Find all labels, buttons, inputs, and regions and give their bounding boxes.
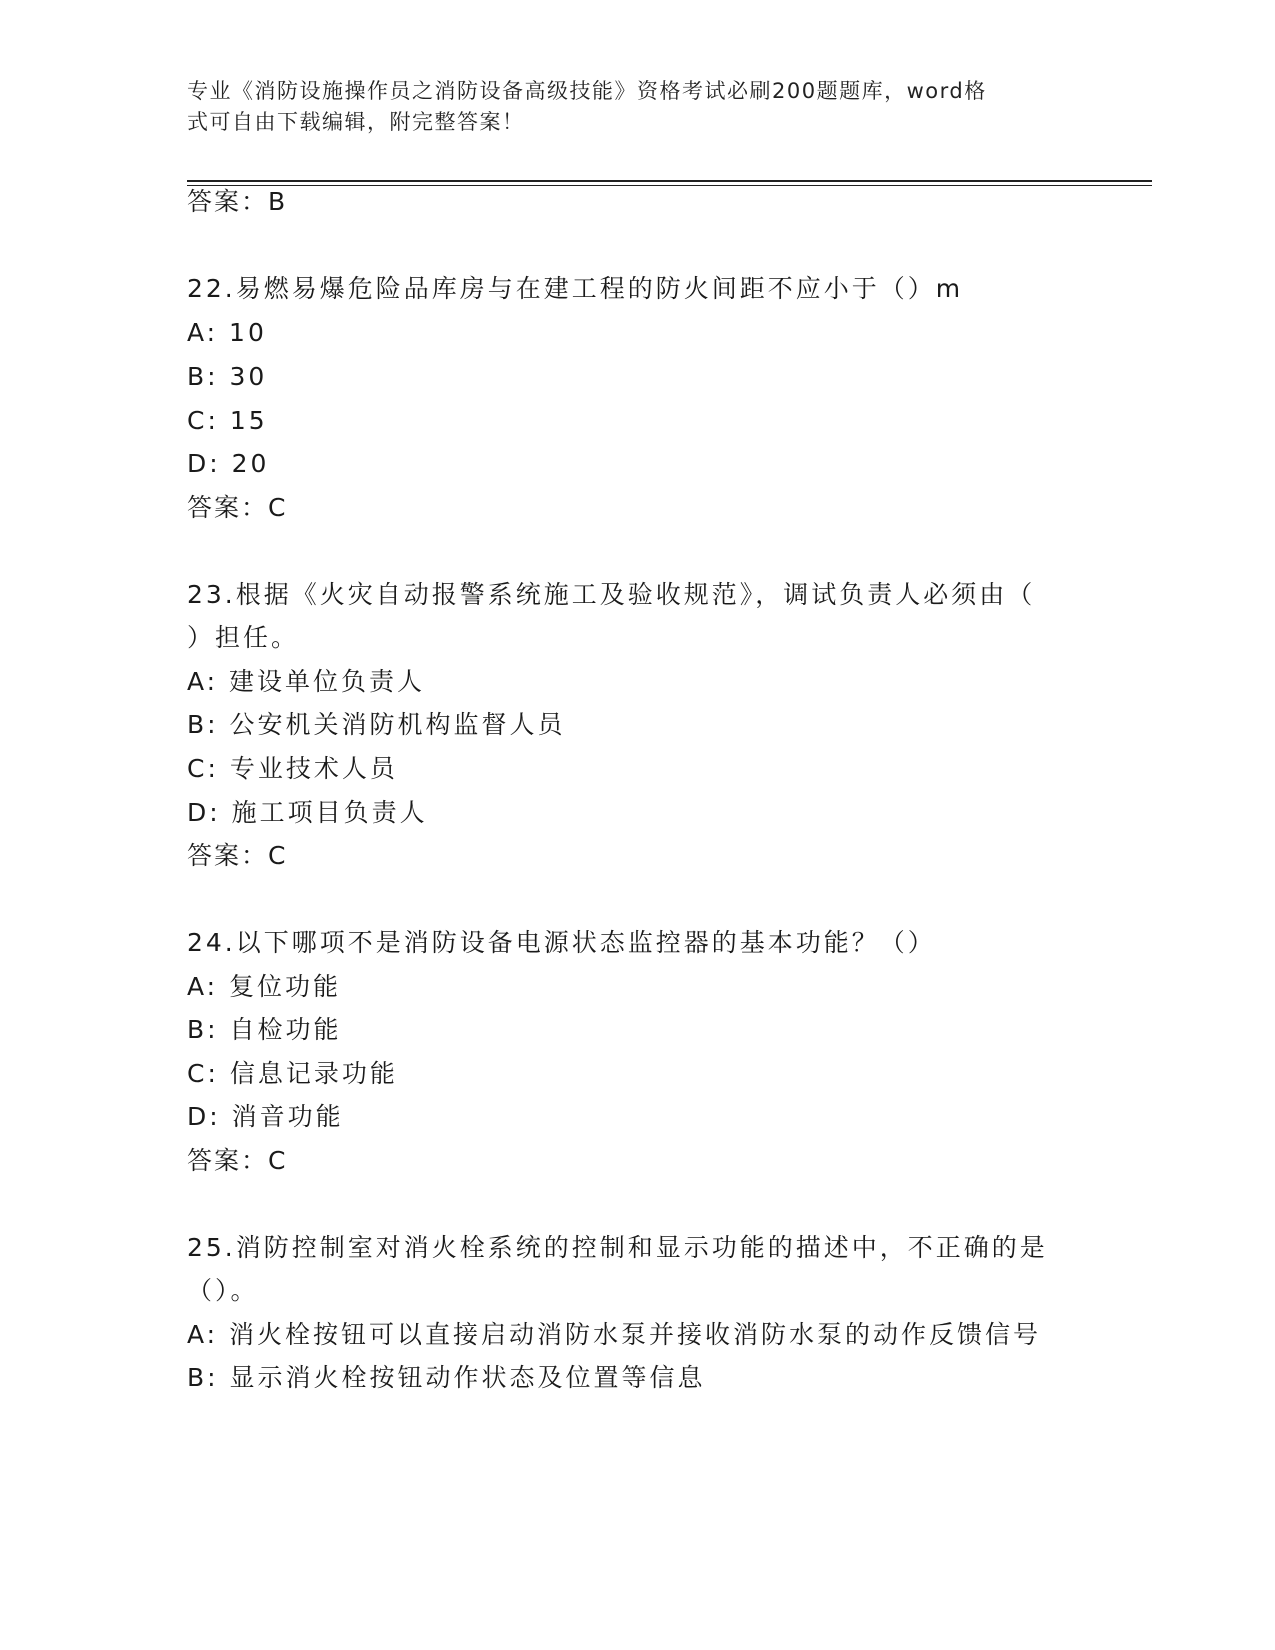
question-23-option-b: B: 公安机关消防机构监督人员 [187, 710, 566, 739]
question-22-option-a: A: 10 [187, 318, 267, 347]
question-22-option-d: D: 20 [187, 449, 270, 478]
question-24-option-c: C: 信息记录功能 [187, 1059, 398, 1088]
previous-answer: 答案：B [187, 187, 288, 216]
document-page [187, 0, 1152, 1650]
question-23-option-d: D: 施工项目负责人 [187, 798, 428, 827]
question-23-option-a: A: 建设单位负责人 [187, 667, 426, 696]
question-24-option-d: D: 消音功能 [187, 1102, 344, 1131]
document-header [187, 76, 1067, 138]
question-24-option-b: B: 自检功能 [187, 1015, 342, 1044]
question-24-option-a: A: 复位功能 [187, 972, 342, 1001]
question-24-answer: 答案：C [187, 1146, 288, 1175]
question-22-stem: 22.易燃易爆危险品库房与在建工程的防火间距不应小于（）m [187, 274, 964, 303]
question-23-stem-line-1: 23.根据《火灾自动报警系统施工及验收规范》，调试负责人必须由（ [187, 580, 1036, 609]
header-divider-thin [187, 185, 1152, 186]
question-24-stem: 24.以下哪项不是消防设备电源状态监控器的基本功能？（） [187, 928, 936, 957]
question-22-option-b: B: 30 [187, 362, 268, 391]
question-25-option-a: A: 消火栓按钮可以直接启动消防水泵并接收消防水泵的动作反馈信号 [187, 1320, 1042, 1349]
question-25-option-b: B: 显示消火栓按钮动作状态及位置等信息 [187, 1363, 706, 1392]
header-line-1: 专业《消防设施操作员之消防设备高级技能》资格考试必刷200题题库，word格 [187, 79, 987, 103]
header-divider-thick [187, 180, 1152, 182]
question-23-stem-line-2: ）担任。 [187, 623, 300, 652]
question-23-answer: 答案：C [187, 841, 288, 870]
question-25-stem-line-1: 25.消防控制室对消火栓系统的控制和显示功能的描述中，不正确的是 [187, 1233, 1048, 1262]
question-22-option-c: C: 15 [187, 406, 268, 435]
question-22-answer: 答案：C [187, 493, 288, 522]
question-23-option-c: C: 专业技术人员 [187, 754, 398, 783]
question-25-stem-line-2: （）。 [187, 1276, 259, 1305]
header-line-2: 式可自由下载编辑，附完整答案！ [187, 110, 525, 134]
